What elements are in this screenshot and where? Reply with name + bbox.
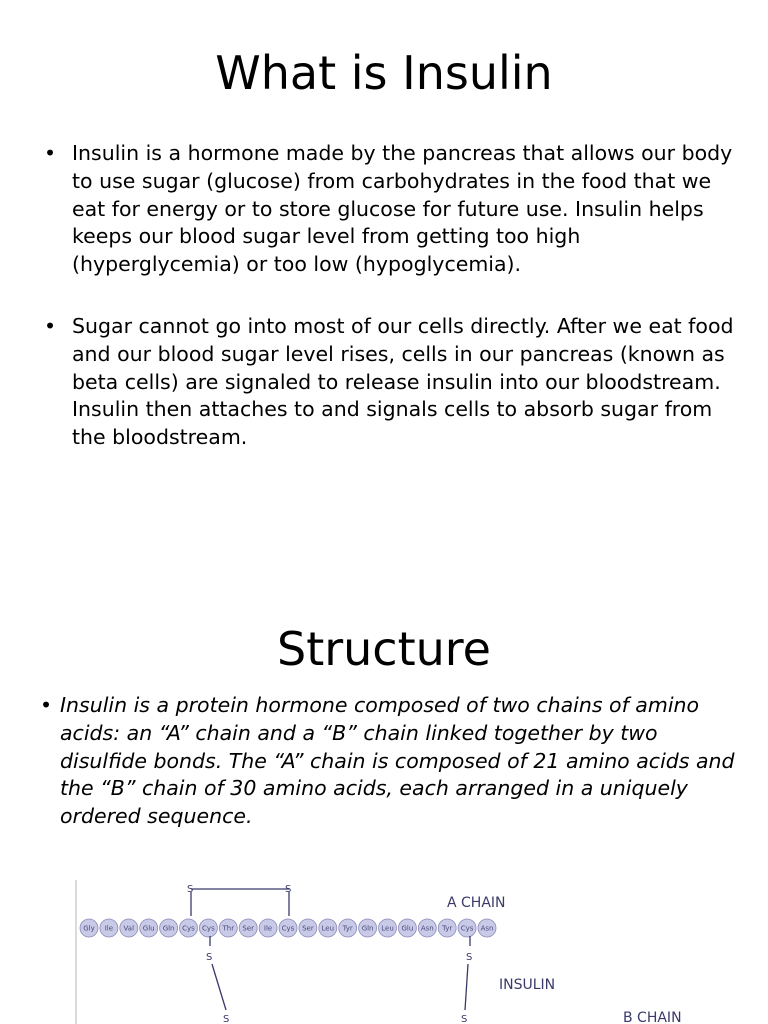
insulin-label: INSULIN <box>499 977 556 993</box>
amino-acid-label: Ser <box>302 924 314 933</box>
amino-acid-label: Tyr <box>442 924 453 933</box>
bond-line <box>212 964 226 1010</box>
bullet-text: Sugar cannot go into most of our cells directly. After we eat food and our blood sugar level rises, cells in our pancreas (known as beta cells) are signaled to release insulin into our bloodstream. Insulin then attaches to and signals cells to absorb sugar from the bloodstream. <box>72 313 734 450</box>
page-title: What is Insulin <box>215 46 553 100</box>
sulfur-label: S <box>223 1014 230 1024</box>
amino-acid-label: Cys <box>281 924 295 933</box>
amino-acid-label: Val <box>123 924 135 933</box>
insulin-structure-diagram <box>75 880 695 1024</box>
a-chain-label: A CHAIN <box>447 895 506 911</box>
bond-line <box>465 964 468 1010</box>
bullet-dot: • <box>44 141 57 165</box>
sulfur-label: S <box>466 952 473 963</box>
amino-acid-label: Glu <box>142 924 155 933</box>
list-item <box>40 692 750 831</box>
sulfur-label: S <box>461 1014 468 1024</box>
a-chain-residues <box>80 919 496 937</box>
amino-acid-label: Ile <box>104 924 114 933</box>
bullet-list <box>44 140 742 486</box>
sulfur-label: S <box>187 884 194 895</box>
amino-acid-label: Glu <box>401 924 414 933</box>
sulfur-label: S <box>206 952 213 963</box>
amino-acid-label: Ser <box>242 924 255 933</box>
b-chain-label: B CHAIN <box>623 1010 682 1024</box>
amino-acid-label: Asn <box>480 924 494 933</box>
amino-acid-label: Gln <box>361 924 374 933</box>
bullet-dot: • <box>40 693 53 717</box>
section-title: Structure <box>277 622 491 676</box>
disulfide-bonds <box>191 889 473 1010</box>
amino-acid-label: Tyr <box>342 924 353 933</box>
bullet-text: Insulin is a protein hormone composed of two chains of amino acids: an “A” chain and a “B” chain linked together by two disulfide bonds. The “A” chain is composed of 21 amino acids and the “B” chain of 30 amino acids, each arranged in a uniquely ordered sequence. <box>60 693 735 829</box>
list-item <box>44 140 742 279</box>
amino-acid-label: Gly <box>83 924 95 933</box>
sulfur-label: S <box>285 884 292 895</box>
amino-acid-label: Cys <box>460 924 474 933</box>
amino-acid-label: Asn <box>420 924 434 933</box>
bullet-text: Insulin is a hormone made by the pancreas that allows our body to use sugar (glucose) from carbohydrates in the food that we eat for energy or to store glucose for future use. Insulin helps keeps our blood sugar level from getting too high (hyperglycemia) or too low (hypoglycemia). <box>72 141 733 277</box>
amino-acid-label: Leu <box>321 924 335 933</box>
amino-acid-label: Cys <box>202 924 215 933</box>
list-item <box>44 313 742 452</box>
bullet-dot: • <box>44 313 57 338</box>
amino-acid-label: Thr <box>222 924 235 933</box>
amino-acid-label: Cys <box>182 924 195 933</box>
amino-acid-label: Gln <box>162 924 175 933</box>
amino-acid-label: Ile <box>263 924 273 933</box>
amino-acid-label: Leu <box>381 924 394 933</box>
bullet-list <box>40 692 750 831</box>
